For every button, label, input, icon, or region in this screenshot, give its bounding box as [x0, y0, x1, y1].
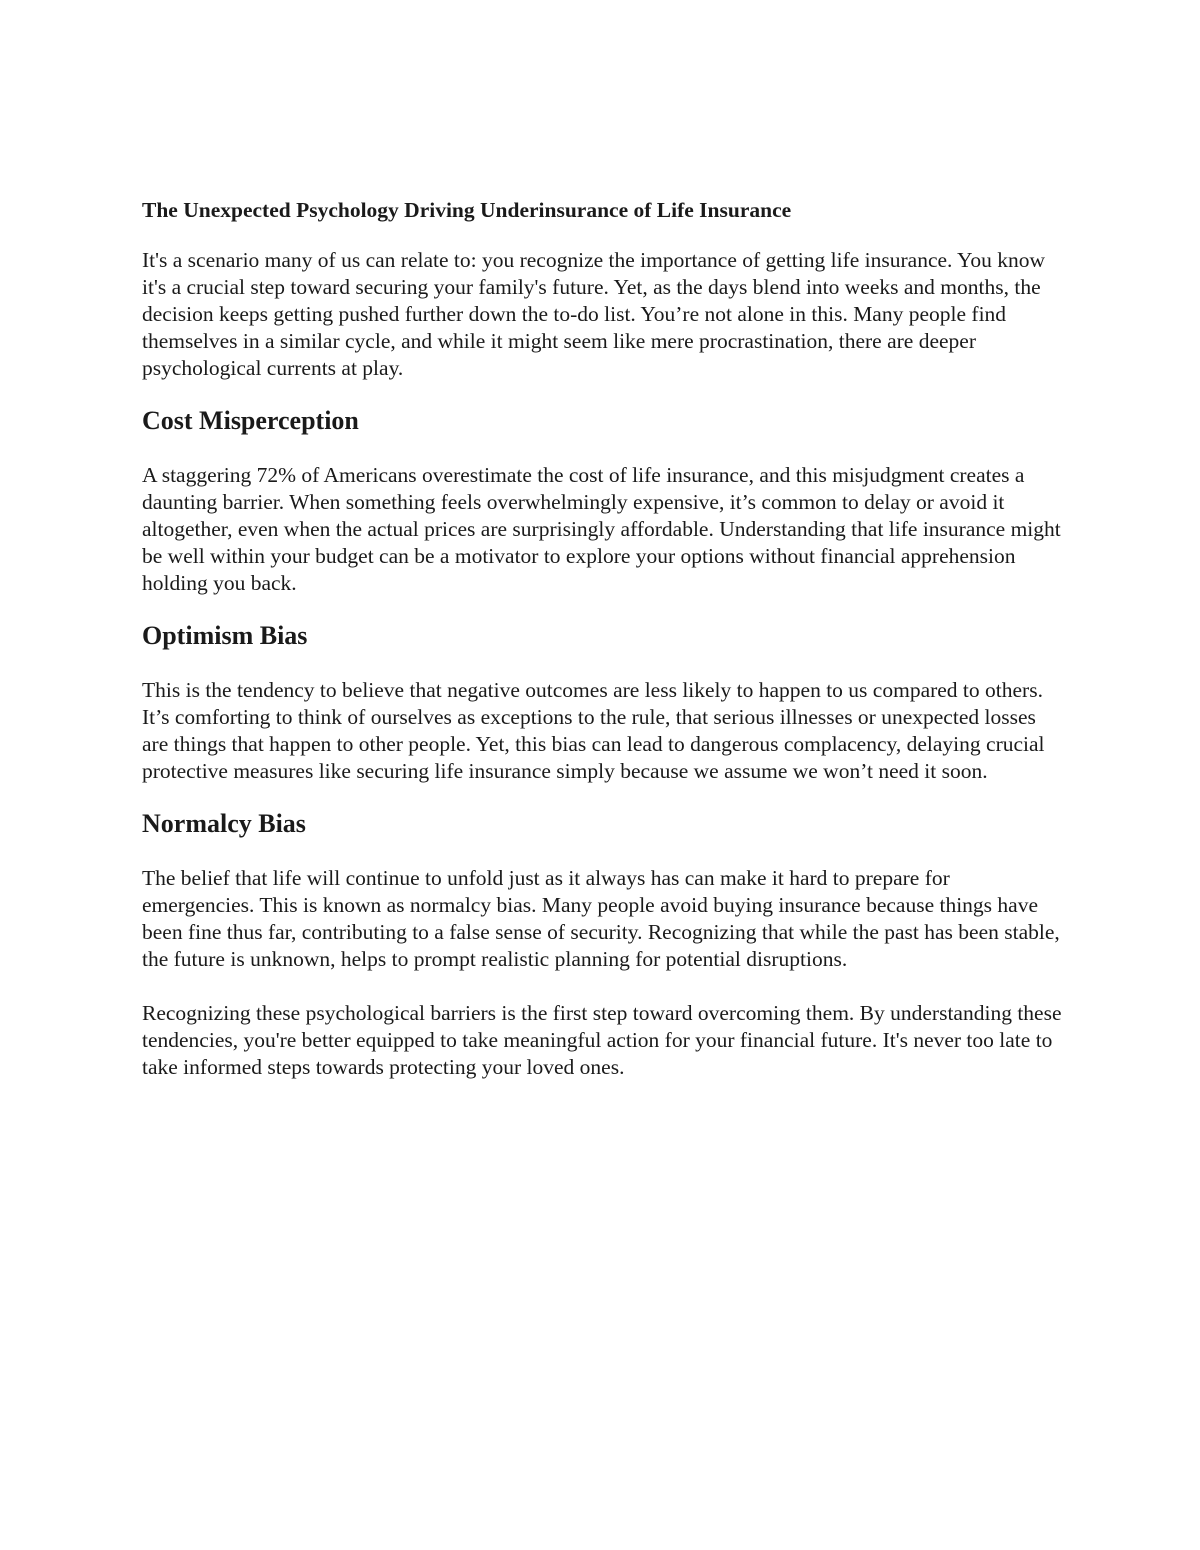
- document-title: The Unexpected Psychology Driving Underinsurance of Life Insurance: [142, 198, 792, 222]
- section-body-normalcy-bias: The belief that life will continue to unfold just as it always has can make it hard to prepare for emergencies. This is known as normalcy bias. Many people avoid buying insurance because things have been fine thus far, contributing to a false sense of security. Recognizing that while the past has been stable, the future is unknown, helps to prompt realistic planning for potential disruptions.: [142, 866, 1060, 971]
- document-page: [142, 193, 1067, 1081]
- section-heading-cost-misperception: Cost Misperception: [142, 406, 359, 435]
- conclusion-paragraph: Recognizing these psychological barriers is the first step toward overcoming them. By understanding these tendencies, you're better equipped to take meaningful action for your financial future. It's never too late to take informed steps towards protecting your loved ones.: [142, 1001, 1062, 1079]
- section-body-cost-misperception: A staggering 72% of Americans overestimate the cost of life insurance, and this misjudgment creates a daunting barrier. When something feels overwhelmingly expensive, it’s common to delay or avoid it altogether, even when the actual prices are surprisingly affordable. Understanding that life insurance might be well within your budget can be a motivator to explore your options without financial apprehension holding you back.: [142, 463, 1061, 595]
- section-body-optimism-bias: This is the tendency to believe that negative outcomes are less likely to happen to us compared to others. It’s comforting to think of ourselves as exceptions to the rule, that serious illnesses or unexpected losses are things that happen to other people. Yet, this bias can lead to dangerous complacency, delaying crucial protective measures like securing life insurance simply because we assume we won’t need it soon.: [142, 678, 1045, 783]
- section-heading-normalcy-bias: Normalcy Bias: [142, 809, 306, 838]
- section-heading-optimism-bias: Optimism Bias: [142, 621, 308, 650]
- intro-paragraph: It's a scenario many of us can relate to: you recognize the importance of getting life insurance. You know it's a crucial step toward securing your family's future. Yet, as the days blend into weeks and months, the decision keeps getting pushed further down the to-do list. You’re not alone in this. Many people find themselves in a similar cycle, and while it might seem like mere procrastination, there are deeper psychological currents at play.: [142, 248, 1046, 380]
